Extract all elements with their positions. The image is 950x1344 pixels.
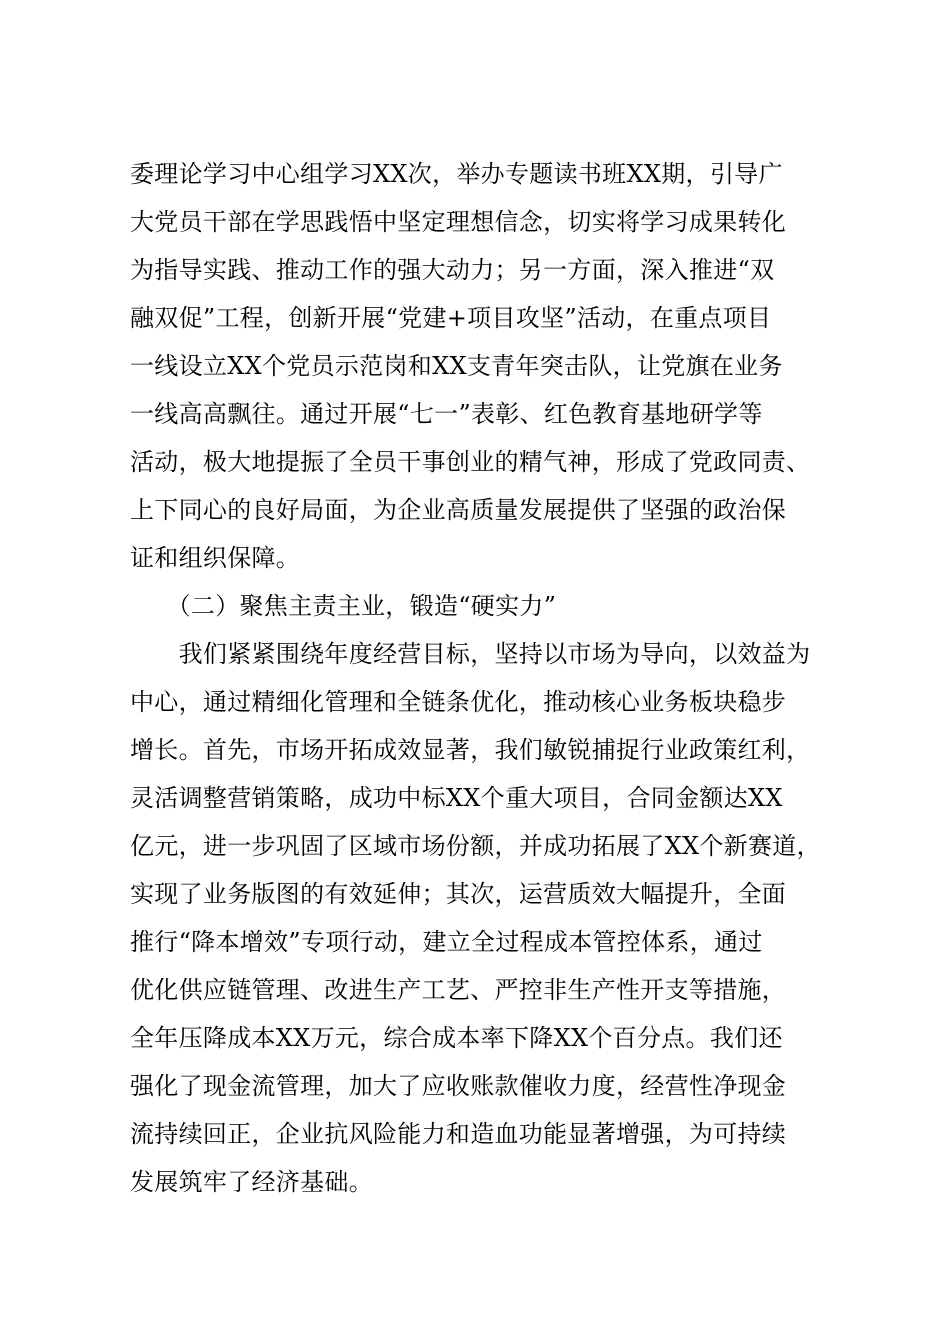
- text-line: 委理论学习中心组学习XX次，举办专题读书班XX期，引导广: [130, 160, 783, 188]
- text-line: 增长。首先，市场开拓成效显著，我们敏锐捕捉行业政策红利，: [130, 736, 811, 764]
- text-line: 优化供应链管理、改进生产工艺、严控非生产性开支等措施，: [130, 976, 787, 1004]
- text-line: 为指导实践、推动工作的强大动力；另一方面，深入推进“双: [130, 256, 775, 284]
- text-line: 灵活调整营销策略，成功中标XX个重大项目，合同金额达XX: [130, 784, 783, 812]
- text-line: 中心，通过精细化管理和全链条优化，推动核心业务板块稳步: [130, 688, 787, 716]
- text-line: 上下同心的良好局面，为企业高质量发展提供了坚强的政治保: [130, 496, 787, 524]
- section-heading: （二）聚焦主责主业，锻造“硬实力”: [130, 592, 557, 620]
- text-line: 推行“降本增效”专项行动，建立全过程成本管控体系，通过: [130, 928, 763, 956]
- text-line: 一线设立XX个党员示范岗和XX支青年突击队，让党旗在业务: [130, 352, 783, 380]
- text-line: 亿元，进一步巩固了区域市场份额，并成功拓展了XX个新赛道，: [130, 832, 821, 860]
- text-line: 流持续回正，企业抗风险能力和造血功能显著增强，为可持续: [130, 1120, 787, 1148]
- text-line: 大党员干部在学思践悟中坚定理想信念，切实将学习成果转化: [130, 208, 787, 236]
- text-line: 我们紧紧围绕年度经营目标，坚持以市场为导向，以效益为: [130, 640, 811, 668]
- text-line: 全年压降成本XX万元，综合成本率下降XX个百分点。我们还: [130, 1024, 783, 1052]
- text-line: 证和组织保障。: [130, 544, 301, 572]
- text-line: 强化了现金流管理，加大了应收账款催收力度，经营性净现金: [130, 1072, 787, 1100]
- text-line: 实现了业务版图的有效延伸；其次，运营质效大幅提升，全面: [130, 880, 787, 908]
- text-line: 融双促”工程，创新开展“党建+项目攻坚”活动，在重点项目: [130, 304, 772, 332]
- body-text: [130, 150, 850, 1206]
- text-line: 一线高高飘往。通过开展“七一”表彰、红色教育基地研学等: [130, 400, 763, 428]
- text-line: 活动，极大地提振了全员干事创业的精气神，形成了党政同责、: [130, 448, 811, 476]
- text-line: 发展筑牢了经济基础。: [130, 1168, 373, 1196]
